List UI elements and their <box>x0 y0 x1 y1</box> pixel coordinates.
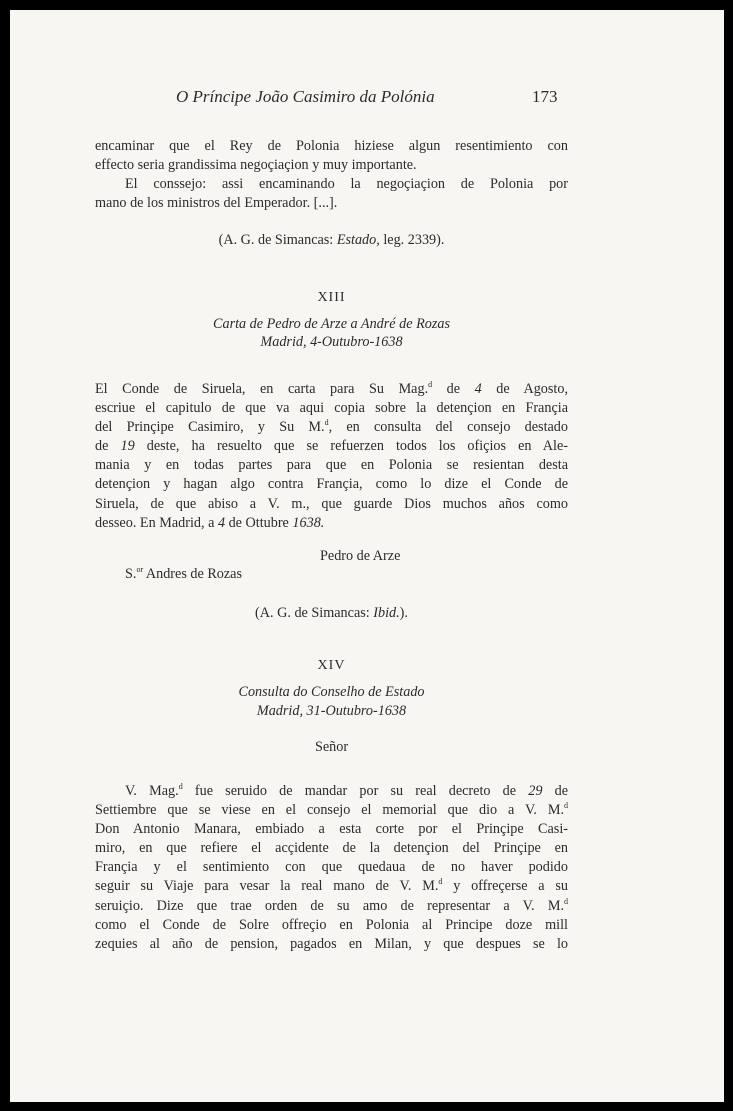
document-date-xiii: Madrid, 4-Outubro-1638 <box>260 334 403 350</box>
salutation: Señor <box>314 739 349 755</box>
line-text: seruiçio. Dize que trae orden de su amo de representar a V. M. <box>95 897 564 914</box>
citation-suffix: leg. 2339). <box>379 232 445 248</box>
superscript: d <box>178 782 183 791</box>
body-line <box>95 877 568 896</box>
body-line <box>95 418 568 437</box>
body-line <box>95 820 568 839</box>
italic-number: 29 <box>528 783 543 799</box>
running-header-title: O Príncipe João Casimiro da Polónia <box>176 87 435 106</box>
addressee <box>125 566 242 583</box>
document-number-xiii: XIII <box>317 290 346 305</box>
document-page <box>10 10 724 1102</box>
page-number: 173 <box>532 87 558 106</box>
line-text: de <box>542 783 568 799</box>
addressee-superscript: or <box>136 565 144 574</box>
intro-paragraph <box>95 137 568 213</box>
body-line <box>95 475 568 494</box>
line-text: , en consulta del consejo destado <box>328 419 568 436</box>
italic-number: 4 <box>474 381 482 397</box>
line-text: V. Mag. <box>125 783 179 799</box>
body-line <box>95 935 568 954</box>
line-text: mania y en todas partes para que en Polonia se resientan desta <box>95 457 568 474</box>
italic-number: 19 <box>120 438 135 455</box>
citation-prefix: (A. G. de Simancas: <box>218 232 337 248</box>
line-text: del Prinçipe Casimiro, y Su M. <box>95 419 325 436</box>
document-date-xiv: Madrid, 31-Outubro-1638 <box>256 703 407 719</box>
line-text: detençion y hagan algo contra Françia, como lo dize el Conde de <box>95 476 568 493</box>
body-line <box>95 456 568 475</box>
line-text: El Conde de Siruela, en carta para Su Mag. <box>95 381 429 397</box>
document-title-xiv: Consulta do Conselho de Estado <box>238 684 425 700</box>
citation-xiii <box>95 605 568 622</box>
document-body-xiii <box>95 380 568 533</box>
body-line <box>95 514 568 533</box>
line-text: desseo. En Madrid, a <box>95 514 218 531</box>
line-text: Françia y el sentimiento con que quedaua de no haver podido <box>95 859 568 876</box>
citation-source: Estado, <box>336 232 380 248</box>
line-text: zequies al año de pension, pagados en Milan, y que despues se lo <box>95 935 568 952</box>
line-text: Siruela, de que abiso a V. m., que guarde Dios muchos años como <box>95 495 568 512</box>
line-text: miro, en que refiere el acçidente de la detençion del Prinçipe en <box>95 840 568 857</box>
addressee-prefix: S. <box>125 566 137 582</box>
citation-prefix: (A. G. de Simancas: <box>255 605 374 621</box>
line-text: de Ottubre <box>225 514 293 531</box>
line-text: como el Conde de Solre offreçio en Polonia al Principe doze mill <box>95 916 568 933</box>
superscript: d <box>564 801 568 811</box>
intro-line: El conssejo: assi encaminando la negoçiaçion de Polonia por <box>125 176 568 193</box>
document-body-xiv <box>95 782 568 954</box>
line-text: de <box>95 438 121 455</box>
signature: Pedro de Arze <box>320 548 401 564</box>
body-line <box>95 495 568 514</box>
document-number-xiv: XIV <box>317 658 346 673</box>
superscript: d <box>438 877 443 887</box>
superscript: d <box>428 380 433 389</box>
line-text: deste, ha resuelto que se refuerzen todos los ofiçios en Ale- <box>134 438 568 455</box>
body-line <box>95 897 568 916</box>
italic-number: 4 <box>217 514 226 531</box>
intro-line: mano de los ministros del Emperador. [...]. <box>95 195 338 212</box>
body-line <box>95 916 568 935</box>
addressee-name: Andres de Rozas <box>143 566 243 582</box>
superscript: d <box>564 896 568 906</box>
citation-suffix: ). <box>399 605 408 621</box>
line-text: Don Antonio Manara, embiado a esta corte por el Prinçipe Casi- <box>95 821 568 838</box>
italic-number: 1638. <box>292 514 325 531</box>
line-text: Settiembre que se viese en el consejo el memorial que dio a V. M. <box>95 802 564 819</box>
line-text: escriue el capitulo de que va aqui copia sobre la detençion en Françia <box>95 400 568 417</box>
superscript: d <box>324 418 329 428</box>
document-title-xiii: Carta de Pedro de Arze a André de Rozas <box>213 316 450 332</box>
line-text: de <box>432 381 475 397</box>
intro-line: effecto seria grandissima negoçiaçion y muy importante. <box>95 157 417 174</box>
body-line <box>95 399 568 418</box>
body-line <box>95 782 568 801</box>
citation-source: Ibid. <box>373 605 400 621</box>
line-text: fue seruido de mandar por su real decreto de <box>182 783 529 799</box>
body-line <box>95 380 568 399</box>
body-line <box>95 839 568 858</box>
body-line <box>95 801 568 820</box>
line-text: de Agosto, <box>481 381 568 397</box>
body-line <box>95 858 568 877</box>
body-line <box>95 437 568 456</box>
line-text: y offreçerse a su <box>442 878 568 895</box>
intro-line: encaminar que el Rey de Polonia hiziese algun resentimiento con <box>95 138 568 154</box>
line-text: seguir su Viaje para vesar la real mano de V. M. <box>95 878 439 895</box>
intro-citation <box>95 232 568 249</box>
